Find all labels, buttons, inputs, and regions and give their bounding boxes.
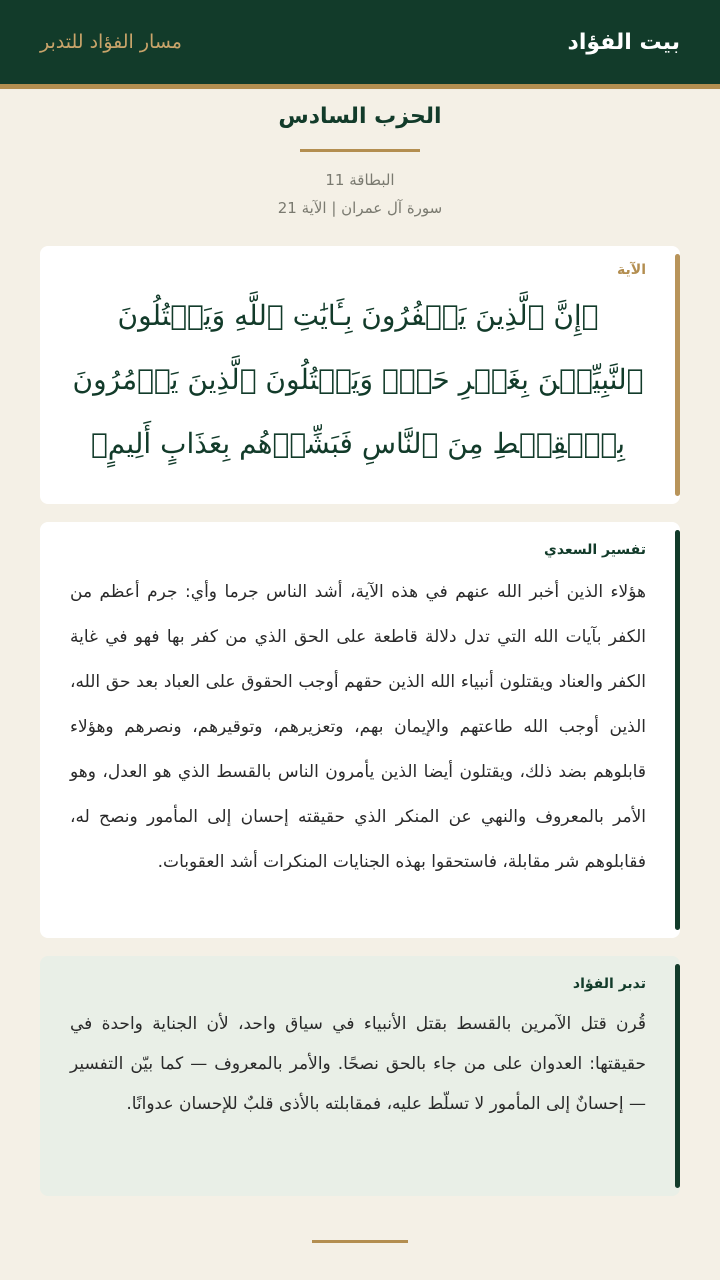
- hizb-title: الحزب السادس: [278, 104, 442, 129]
- tadabbur-label: تدبر الفؤاد: [572, 976, 646, 992]
- verse-label: الآية: [617, 262, 646, 278]
- section-title-block: [0, 104, 720, 222]
- tadabbur-card-accent: [675, 964, 680, 1188]
- app-header: [0, 0, 720, 84]
- tafsir-card-accent: [675, 530, 680, 930]
- tafsir-card: [40, 522, 680, 938]
- surah-reference: سورة آل عمران | الآية 21: [277, 199, 443, 217]
- verse-text: ﴿إِنَّ ٱلَّذِينَ يَكۡفُرُونَ بِـَٔايَٰتِ ٱللَّهِ وَيَقۡتُلُونَ ٱلنَّبِيِّـۧنَ بِغَيۡرِ حَقّٖ وَيَقۡتُلُونَ ٱلَّذِينَ يَأۡمُرُونَ بِٱلۡقِسۡطِ مِنَ ٱلنَّاسِ فَبَشِّرۡهُم بِعَذَابٍ أَلِيمٍ﴾: [72, 299, 644, 460]
- tadabbur-card: [40, 956, 680, 1196]
- verse-card-accent: [675, 254, 680, 496]
- verse-card: [40, 246, 680, 504]
- app-brand[interactable]: بيت الفؤاد: [567, 29, 680, 55]
- card-number: البطاقة 11: [325, 171, 395, 189]
- tadabbur-text: قُرن قتل الآمرين بالقسط بقتل الأنبياء في سياق واحد، لأن الجناية واحدة في حقيقتها: العدوان على من جاء بالحق نصحًا. والأمر بالمعروف — كما بيّن التفسير — إحسانٌ إلى المأمور لا تسلّط عليه، فمقابلته بالأذى قلبٌ للإحسان عدوانًا.: [70, 1014, 646, 1114]
- title-divider: [300, 149, 420, 152]
- app-subtitle: مسار الفؤاد للتدبر: [40, 31, 182, 53]
- tafsir-label: تفسير السعدي: [544, 542, 646, 558]
- tafsir-text: هؤلاء الذين أخبر الله عنهم في هذه الآية، أشد الناس جرما وأي: جرم أعظم من الكفر بآيات الله التي تدل دلالة قاطعة على الحق الذي من كفر بها فهو في غاية الكفر والعناد ويقتلون أنبياء الله الذين حقهم أوجب الحقوق على العباد بعد حق الله، الذين أوجب الله طاعتهم والإيمان بهم، وتعزيرهم، وتوقيرهم، ونصرهم وهؤلاء قابلوهم بضد ذلك، ويقتلون أيضا الذين يأمرون الناس بالقسط الذي هو العدل، وهو الأمر بالمعروف والنهي عن المنكر الذي حقيقته إحسان إلى المأمور ونصح له، فقابلوهم شر مقابلة، فاستحقوا بهذه الجنايات المنكرات أشد العقوبات.: [70, 582, 646, 872]
- header-divider: [0, 84, 720, 89]
- footer-divider: [312, 1240, 408, 1243]
